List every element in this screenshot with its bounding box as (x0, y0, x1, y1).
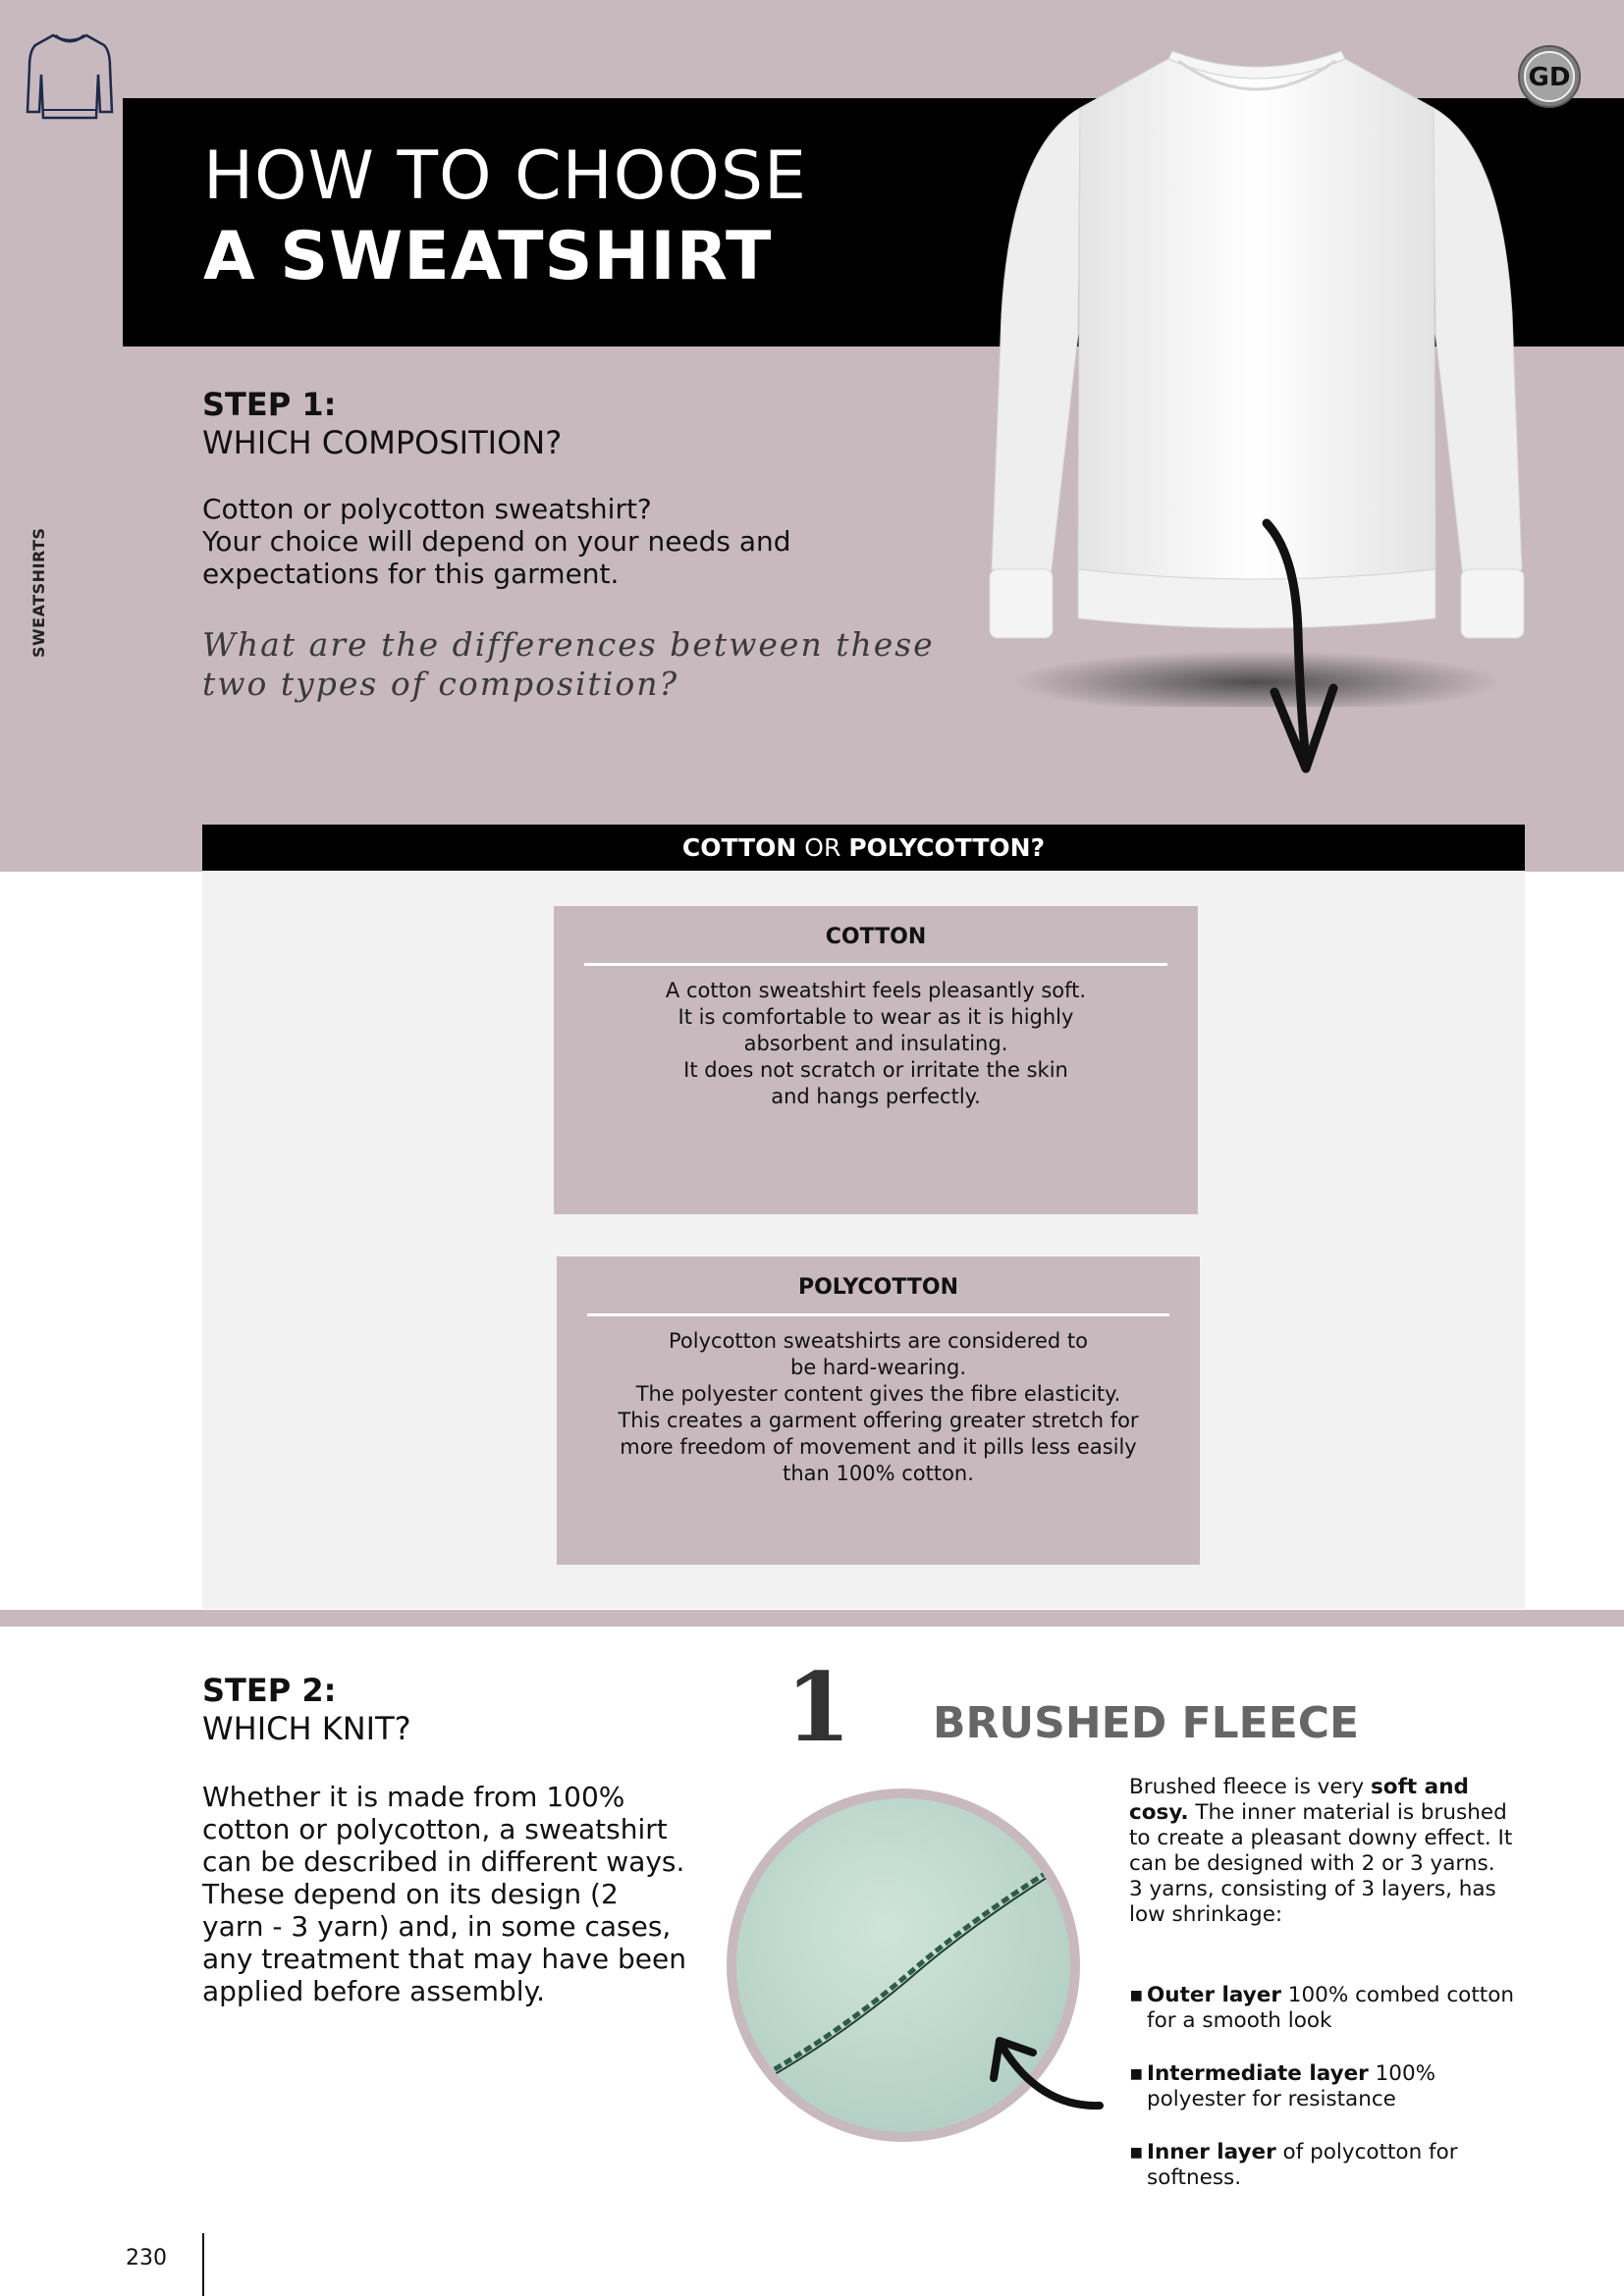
list-item (1129, 1983, 1532, 2034)
step1-intro-line: expectations for this garment. (202, 558, 620, 590)
cotton-line: absorbent and insulating. (743, 1032, 1008, 1055)
polycotton-line: more freedom of movement and it pills less easily (620, 1435, 1137, 1459)
comparison-header-or: OR (796, 833, 849, 862)
polycotton-box-rule (587, 1313, 1169, 1316)
layer-desc: 100% polyester for resistance (1147, 2061, 1436, 2111)
list-item (1129, 2140, 1532, 2191)
polycotton-line: than 100% cotton. (783, 1462, 974, 1485)
step2-line: can be described in different ways. (202, 1845, 685, 1878)
fleece-desc-post: The inner material is brushed to create a pleasant downy effect. It can be designed with 2 or 3 yarns. (1129, 1800, 1513, 1876)
page-number: 230 (126, 2246, 167, 2270)
side-tag: SWEATSHIRTS (29, 527, 48, 658)
polycotton-box (557, 1256, 1200, 1565)
arrow-curved-icon (982, 2027, 1110, 2125)
step1-question-line: two types of composition? (202, 665, 679, 703)
fleece-number: 1 (785, 1652, 851, 1763)
footer-rule (202, 2233, 204, 2296)
layer-name: Outer layer (1147, 1983, 1281, 2007)
polycotton-line: This creates a garment offering greater stretch for (618, 1409, 1139, 1432)
logo-text: GD (1528, 63, 1571, 92)
step1-intro (202, 493, 909, 590)
fleece-desc-bold: soft and cosy. (1129, 1775, 1469, 1825)
cotton-box-body (554, 978, 1198, 1110)
step1-question-line: What are the differences between these (202, 625, 935, 664)
cotton-line: It is comfortable to wear as it is highly (677, 1005, 1074, 1029)
step2-body (202, 1781, 732, 2007)
section-divider (0, 1610, 1624, 1627)
cotton-line: and hangs perfectly. (771, 1085, 981, 1108)
arrow-down-icon (1257, 515, 1345, 780)
step2-line: Whether it is made from 100% (202, 1781, 625, 1813)
layer-desc: of polycotton for softness. (1147, 2140, 1458, 2190)
cotton-box-title: COTTON (825, 925, 927, 949)
polycotton-line: Polycotton sweatshirts are considered to (669, 1329, 1088, 1353)
step2-subheading: WHICH KNIT? (202, 1710, 411, 1747)
page-title-line1: HOW TO CHOOSE (203, 137, 807, 215)
brand-logo (1516, 43, 1583, 110)
fleece-title: BRUSHED FLEECE (933, 1698, 1360, 1748)
comparison-header-a: COTTON (681, 833, 797, 862)
list-item (1129, 2061, 1532, 2112)
step1-intro-line: Your choice will depend on your needs and (202, 525, 791, 558)
step1-heading: STEP 1: (202, 386, 337, 423)
polycotton-line: be hard-wearing. (789, 1356, 967, 1379)
sweatshirt-icon (24, 27, 116, 120)
step2-line: applied before assembly. (202, 1975, 546, 2007)
fleece-description (1129, 1775, 1532, 1928)
fleece-layer-list (1129, 1983, 1532, 2218)
step2-heading: STEP 2: (202, 1672, 337, 1709)
step2-line: These depend on its design (2 (202, 1878, 619, 1910)
cotton-box-rule (584, 963, 1167, 966)
polycotton-box-title: POLYCOTTON (797, 1275, 959, 1300)
page-title-line2: A SWEATSHIRT (203, 218, 773, 295)
layer-name: Inner layer (1147, 2140, 1276, 2164)
step1-intro-line: Cotton or polycotton sweatshirt? (202, 493, 652, 525)
cotton-line: It does not scratch or irritate the skin (683, 1058, 1068, 1082)
cotton-line: A cotton sweatshirt feels pleasantly soft. (665, 979, 1087, 1002)
step1-question (202, 625, 1007, 704)
fleece-desc2: 3 yarns, consisting of 3 layers, has low shrinkage: (1129, 1877, 1496, 1927)
layer-name: Intermediate layer (1147, 2061, 1369, 2086)
step2-line: yarn - 3 yarn) and, in some cases, (202, 1910, 672, 1943)
cotton-box (554, 906, 1198, 1214)
comparison-header (202, 825, 1525, 871)
layer-desc: 100% combed cotton for a smooth look (1147, 1983, 1514, 2033)
fleece-desc-pre: Brushed fleece is very (1129, 1775, 1371, 1799)
step1-subheading: WHICH COMPOSITION? (202, 424, 563, 461)
step2-line: any treatment that may have been (202, 1943, 686, 1975)
step2-line: cotton or polycotton, a sweatshirt (202, 1813, 668, 1845)
polycotton-line: The polyester content gives the fibre elasticity. (635, 1382, 1121, 1406)
comparison-header-b: POLYCOTTON? (848, 833, 1046, 862)
polycotton-box-body (557, 1328, 1200, 1487)
